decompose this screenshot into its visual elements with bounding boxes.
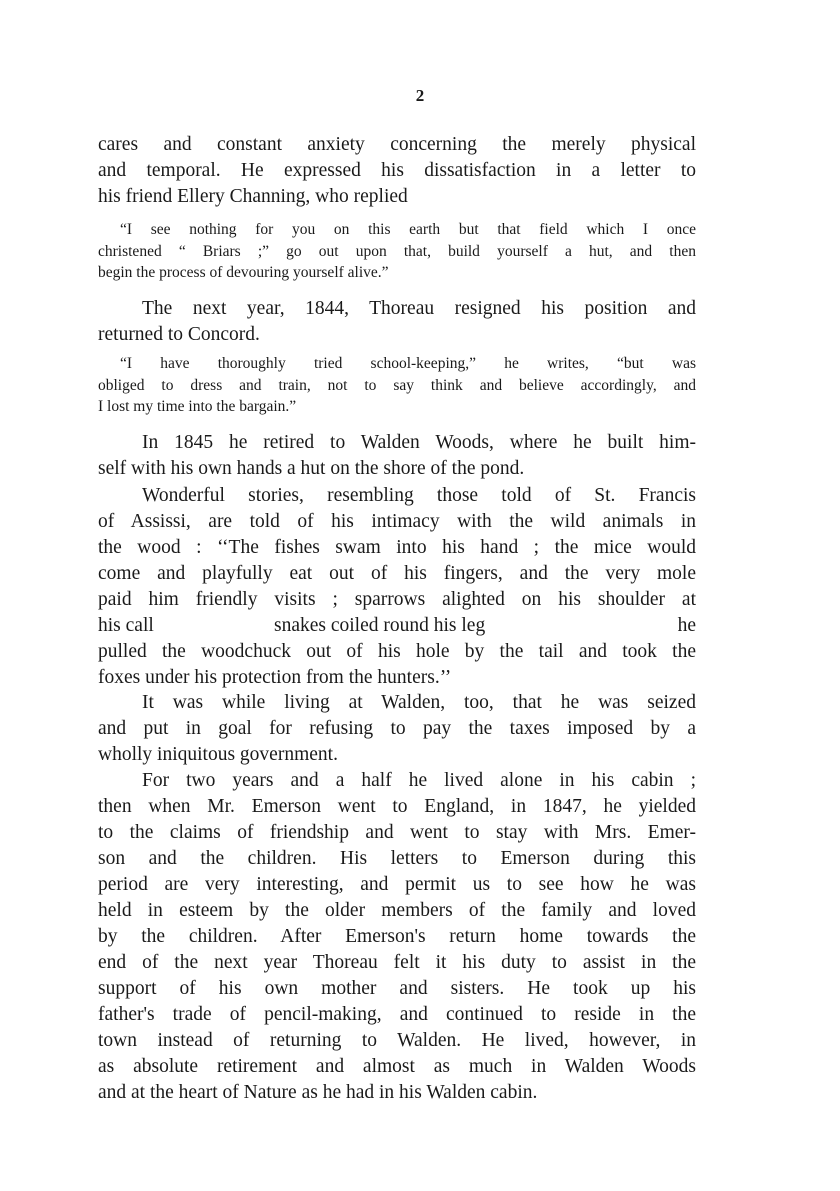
text-line: For two years and a half he lived alone in his cabin ; [142, 770, 696, 791]
text-line: and put in goal for refusing to pay the taxes imposed by a [98, 718, 696, 739]
text-fragment: his call [98, 615, 154, 636]
text-line: by the children. After Emerson's return home towards the [98, 926, 696, 947]
text-line: and temporal. He expressed his dissatisfaction in a letter to [98, 160, 696, 181]
text-line: Wonderful stories, resembling those told of St. Francis [142, 485, 696, 506]
text-line: paid him friendly visits ; sparrows alighted on his shoulder at [98, 589, 696, 610]
text-line: town instead of returning to Walden. He lived, however, in [98, 1030, 696, 1051]
text-line: The next year, 1844, Thoreau resigned his position and [142, 298, 696, 319]
text-line: I lost my time into the bargain.” [98, 398, 297, 415]
quotation-channing [98, 219, 696, 284]
text-line: of Assissi, are told of his intimacy with the wild animals in [98, 511, 696, 532]
text-line: the wood : ‘‘The fishes swam into his hand ; the mice would [98, 537, 696, 558]
text-line-with-gaps [98, 613, 696, 639]
text-line: christened “ Briars ;” go out upon that, build yourself a hut, and then [98, 242, 696, 260]
text-line: foxes under his protection from the hunters.’’ [98, 667, 452, 688]
page-number: 2 [415, 86, 425, 105]
text-line: as absolute retirement and almost as much in Walden Woods [98, 1056, 696, 1077]
text-line: obliged to dress and train, not to say think and believe accordingly, and [98, 376, 696, 394]
text-line: to the claims of friendship and went to stay with Mrs. Emer- [98, 822, 696, 843]
paragraph-4 [98, 483, 696, 691]
text-line: period are very interesting, and permit us to see how he was [98, 874, 696, 895]
text-line: pulled the woodchuck out of his hole by the tail and took the [98, 641, 696, 662]
text-fragment: he [677, 615, 696, 636]
text-line: held in esteem by the older members of the family and loved [98, 900, 696, 921]
text-line: “I see nothing for you on this earth but that field which I once [120, 221, 696, 238]
text-line: It was while living at Walden, too, that he was seized [142, 692, 696, 713]
paragraph-2 [98, 296, 696, 348]
text-line: begin the process of devouring yourself alive.” [98, 264, 389, 281]
paragraph-3 [98, 430, 696, 482]
text-line: support of his own mother and sisters. He took up his [98, 978, 696, 999]
quotation-school-keeping [98, 353, 696, 418]
paragraph-1 [98, 132, 696, 210]
text-line: cares and constant anxiety concerning the merely physical [98, 134, 696, 155]
text-line: returned to Concord. [98, 324, 260, 345]
text-line: and at the heart of Nature as he had in his Walden cabin. [98, 1082, 538, 1103]
text-line: In 1845 he retired to Walden Woods, where he built him- [142, 432, 696, 453]
text-line: son and the children. His letters to Emerson during this [98, 848, 696, 869]
text-line: end of the next year Thoreau felt it his duty to assist in the [98, 952, 696, 973]
paragraph-5 [98, 690, 696, 768]
text-line: father's trade of pencil-making, and continued to reside in the [98, 1004, 696, 1025]
text-line: come and playfully eat out of his fingers, and the very mole [98, 563, 696, 584]
text-line: “I have thoroughly tried school-keeping,” he writes, “but was [120, 355, 696, 372]
paragraph-6 [98, 768, 696, 1106]
text-line: his friend Ellery Channing, who replied [98, 186, 408, 207]
text-line: wholly iniquitous government. [98, 744, 338, 765]
text-fragment: snakes coiled round his leg [274, 615, 486, 636]
text-line: then when Mr. Emerson went to England, in 1847, he yielded [98, 796, 696, 817]
text-line: self with his own hands a hut on the shore of the pond. [98, 458, 525, 479]
